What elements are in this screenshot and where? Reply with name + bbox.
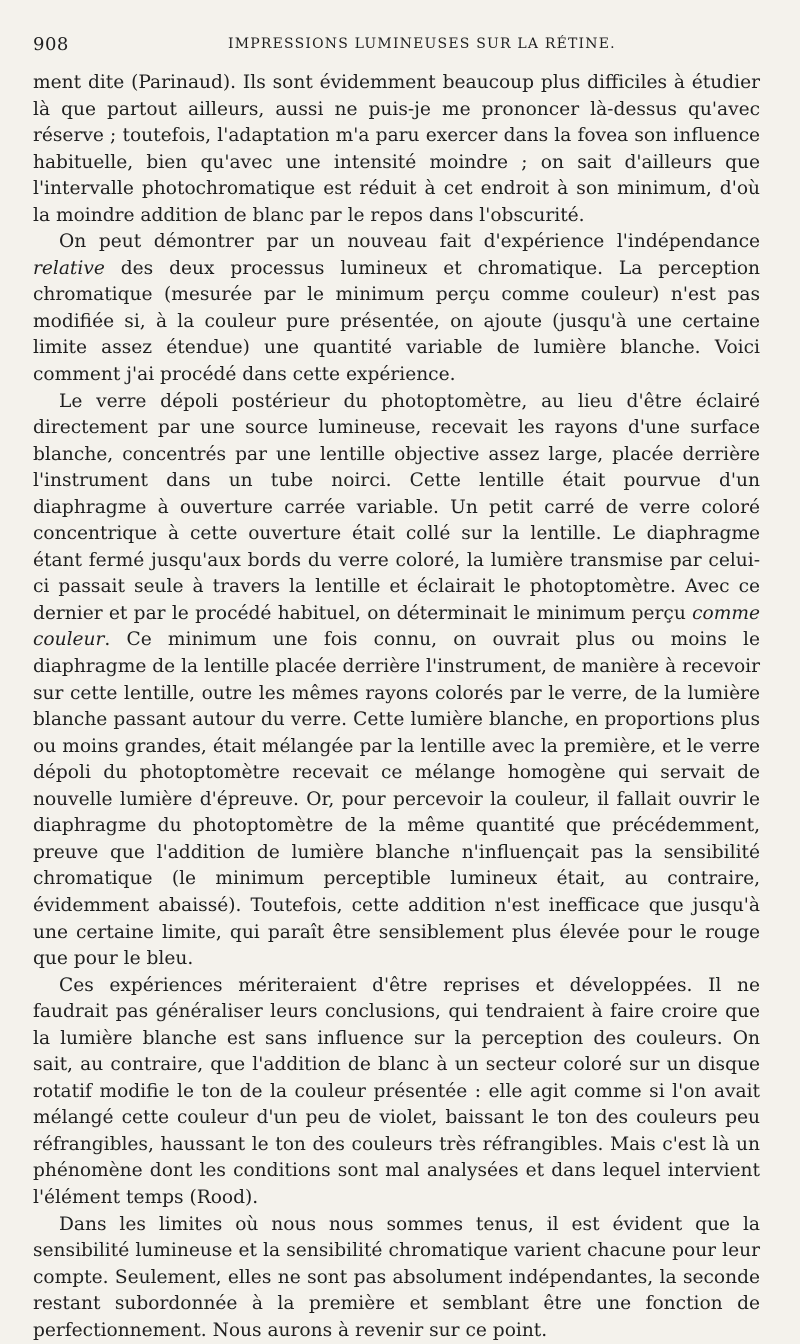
running-head: IMPRESSIONS LUMINEUSES SUR LA RÉTINE. [228, 36, 616, 52]
paragraph-2-text-b: des deux processus lumineux et chromatique. La perception chromatique (mesurée par le minimum perçu comme couleur) n'est pas modifiée si, à la couleur pure présentée, on ajoute (jusqu'à une certaine limite assez étendue) une quantité variable de lumière blanche. Voici comment j'ai procédé dans cette expérience. [33, 257, 760, 386]
paragraph-2-text-a: On peut démontrer par un nouveau fait d'expérience l'indépendance [59, 231, 760, 253]
paragraph-5: Dans les limites où nous nous sommes tenus, il est évident que la sensibilité lumineuse et la sensibilité chromatique varient chacune pour leur compte. Seulement, elles ne sont pas absolument indépendantes, la seconde restant subordonnée à la première et semblant être une fonction de perfectionnement. Nous aurons à revenir sur ce point. [33, 1213, 760, 1341]
page-header [33, 34, 760, 62]
paragraph-3-text-a: Le verre dépoli postérieur du photoptomètre, au lieu d'être éclairé directement par une source lumineuse, recevait les rayons d'une surface blanche, concentrés par une lentille objective assez large, placée derrière l'instrument dans un tube noirci. Cette lentille était pourvue d'un diaphragme à ouverture carrée variable. Un petit carré de verre coloré concentrique à cette ouverture était collé sur la lentille. Le diaphragme étant fermé jusqu'aux bords du verre coloré, la lumière transmise par celui-ci passait seule à travers la lentille et éclairait le photoptomètre. Avec ce dernier et par le procédé habituel, on déterminait le minimum perçu [33, 390, 760, 624]
paragraph-4: Ces expériences mériteraient d'être reprises et développées. Il ne faudrait pas généraliser leurs conclusions, qui tendraient à faire croire que la lumière blanche est sans influence sur la perception des couleurs. On sait, au contraire, que l'addition de blanc à un secteur coloré sur un disque rotatif modifie le ton de la couleur présentée : elle agit comme si l'on avait mélangé cette couleur d'un peu de violet, baissant le ton des couleurs peu réfrangibles, haussant le ton des couleurs très réfrangibles. Mais c'est là un phénomène dont les conditions sont mal analysées et dans lequel intervient l'élément temps (Rood). [33, 974, 760, 1208]
paragraph-2-emphasis: relative [33, 257, 105, 279]
paragraph-2 [33, 229, 760, 388]
paragraph-3-text-b: . Ce minimum une fois connu, on ouvrait plus ou moins le diaphragme de la lentille placée derrière l'instrument, de manière à recevoir sur cette lentille, outre les mêmes rayons colorés par le verre, de la lumière blanche passant autour du verre. Cette lumière blanche, en proportions plus ou moins grandes, était mélangée par la lentille avec la première, et le verre dépoli du photoptomètre recevait ce mélange homogène qui servait de nouvelle lumière d'épreuve. Or, pour percevoir la couleur, il fallait ouvrir le diaphragme du photoptomètre de la même quantité que précédemment, preuve que l'addition de lumière blanche n'influençait pas la sensibilité chromatique (le minimum perceptible lumineux était, au contraire, évidemment abaissé). Toutefois, cette addition n'est inefficace que jusqu'à une certaine limite, qui paraît être sensiblement plus élevée pour le rouge que pour le bleu. [33, 629, 760, 970]
paragraph-1: ment dite (Parinaud). Ils sont évidemment beaucoup plus difficiles à étudier là que partout ailleurs, aussi ne puis-je me prononcer là-dessus qu'avec réserve ; toutefois, l'adaptation m'a paru exercer dans la fovea son influence habituelle, bien qu'avec une intensité moindre ; on sait d'ailleurs que l'intervalle photochromatique est réduit à cet endroit à son minimum, d'où la moindre addition de blanc par le repos dans l'obscurité. [33, 72, 760, 226]
paragraph-3 [33, 389, 760, 973]
paragraph-3-emphasis: comme couleur [33, 602, 760, 651]
page-number: 908 [33, 34, 69, 55]
body-text [33, 70, 760, 1344]
